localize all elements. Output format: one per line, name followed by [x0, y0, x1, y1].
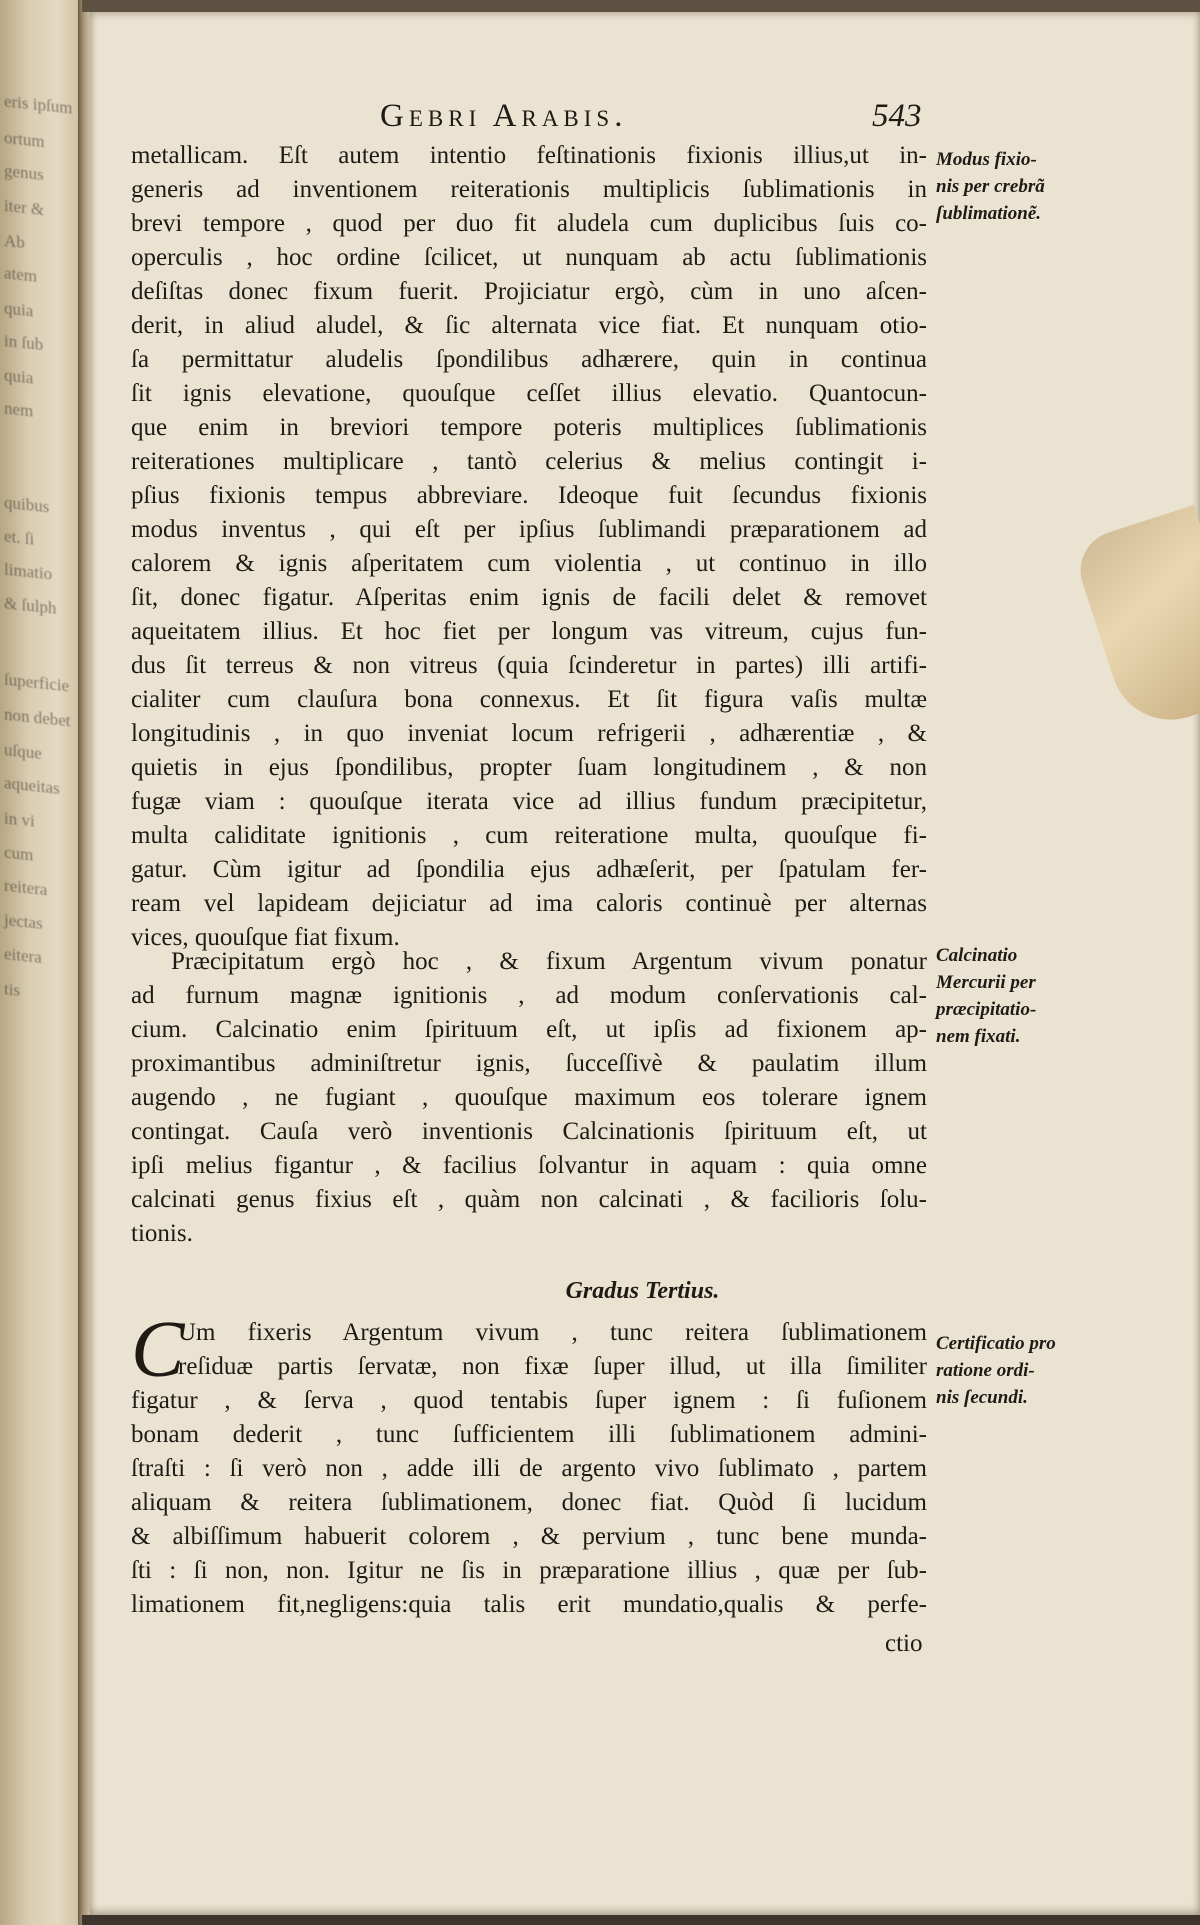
text-line: ream vel lapideam dejiciatur ad ima caloris continuè per alternas — [131, 890, 927, 917]
text-line: aliquam & reitera ſublimationem, donec fiat. Quòd ſi lucidum — [131, 1489, 927, 1516]
margin-note-line: præcipitatio- — [936, 999, 1037, 1020]
catchword: ctio — [885, 1630, 923, 1657]
facing-page-fragment: genus — [4, 160, 44, 185]
text-line: generis ad inventionem reiterationis multiplicis ſublimationis in — [131, 176, 927, 203]
text-line: Um fixeris Argentum vivum , tunc reitera ſublimationem — [178, 1319, 927, 1346]
margin-note-line: Mercurii per — [936, 972, 1036, 993]
text-line: operculis , hoc ordine ſcilicet, ut nunquam ab actu ſublimationis — [131, 244, 927, 271]
text-line: calcinati genus fixius eſt , quàm non calcinati , & facilioris ſolu- — [131, 1186, 927, 1213]
text-line: longitudinis , in quo inveniat locum refrigerii , adhærentiæ , & — [131, 720, 927, 747]
text-line: figatur , & ſerva , quod tentabis ſuper ignem : ſi fuſionem — [131, 1387, 927, 1414]
text-line: vices, quouſque fiat fixum. — [131, 924, 400, 951]
text-line: cium. Calcinatio enim ſpirituum eſt, ut ipſis ad fixionem ap- — [131, 1016, 927, 1043]
margin-note-2 — [936, 942, 1086, 1050]
text-line: aqueitatem illius. Et hoc fiet per longum vas vitreum, cujus fun- — [131, 618, 927, 645]
margin-note-line: ſublimationẽ. — [936, 203, 1042, 224]
facing-page-fragment: limatio — [4, 559, 53, 584]
facing-page-fragment: uſque — [4, 740, 42, 763]
facing-page-fragment: ortum — [4, 127, 45, 152]
text-line: dus ſit terreus & non vitreus (quia ſcinderetur in partes) illi artifi- — [131, 652, 927, 679]
facing-page-fragment: nem — [4, 398, 34, 421]
page-number: 543 — [872, 98, 922, 134]
text-line: limationem fit,negligens:quia talis erit mundatio,qualis & perfe- — [131, 1591, 927, 1618]
text-line: ipſi melius figantur , & facilius ſolvantur in aquam : quia omne — [131, 1152, 927, 1179]
text-line: derit, in aliud aludel, & ſic alternata vice fiat. Et nunquam otio- — [131, 312, 927, 339]
text-line: ſtraſti : ſi verò non , adde illi de argento vivo ſublimato , partem — [131, 1455, 927, 1482]
running-header: Gebri Arabis. — [380, 98, 628, 134]
text-line: metallicam. Eſt autem intentio feſtinationis fixionis illius,ut in- — [131, 142, 927, 169]
facing-page-fragment: cum — [4, 842, 34, 865]
bottom-edge-rule — [82, 1915, 1200, 1925]
margin-note-line: nem fixati. — [936, 1026, 1021, 1047]
drop-cap: C — [131, 1306, 185, 1394]
margin-note-line: Modus fixio- — [936, 149, 1037, 170]
facing-page-fragment: eris ipſum — [4, 91, 73, 118]
section-heading-text: Gradus Tertius. — [565, 1278, 720, 1304]
facing-page-fragment: atem — [4, 263, 38, 286]
margin-note-1 — [936, 146, 1086, 227]
text-line: proximantibus adminiſtretur ignis, ſucceſſivè & paulatim illum — [131, 1050, 927, 1077]
text-line: ad furnum magnæ ignitionis , ad modum conſervationis cal- — [131, 982, 927, 1009]
text-line: brevi tempore , quod per duo fit aludela cum duplicibus ſuis co- — [131, 210, 927, 237]
top-edge-rule — [82, 0, 1200, 12]
facing-page-fragment: aqueitas — [4, 773, 60, 798]
text-line: tionis. — [131, 1220, 193, 1247]
facing-page-fragment: iter & — [4, 195, 45, 220]
text-line: pſius fixionis tempus abbreviare. Ideoque fuit ſecundus fixionis — [131, 482, 927, 509]
text-line: ſti : ſi non, non. Igitur ne ſis in præparatione illius , quæ per ſub- — [131, 1557, 927, 1584]
facing-page-fragment: jectas — [4, 909, 43, 934]
facing-page-fragment: quia — [4, 298, 34, 321]
margin-note-line: Calcinatio — [936, 945, 1018, 966]
facing-page-edge — [0, 0, 82, 1925]
text-line: multa caliditate ignitionis , cum reiteratione multa, quouſque fi- — [131, 822, 927, 849]
text-line: deſiſtas donec fixum fuerit. Projiciatur ergò, cùm in uno aſcen- — [131, 278, 927, 305]
facing-page-fragment: in ſub — [4, 330, 44, 355]
facing-page-fragment: Ab — [4, 230, 25, 253]
text-line: fugæ viam : quouſque iterata vice ad illius fundum præcipitetur, — [131, 788, 927, 815]
facing-page-fragment: quia — [4, 365, 34, 388]
text-line: bonam dederit , tunc ſufficientem illi ſublimationem admini- — [131, 1421, 927, 1448]
text-line: ſit, donec figatur. Aſperitas enim ignis de facili delet & removet — [131, 584, 927, 611]
margin-note-line: ratione ordi- — [936, 1360, 1035, 1381]
text-line: gatur. Cùm igitur ad ſpondilia ejus adhæſerit, per ſpatulam fer- — [131, 856, 927, 883]
section-heading — [0, 1278, 1200, 1305]
margin-note-line: nis per crebrã — [936, 176, 1045, 197]
text-line: que enim in breviori tempore poteris multiplices ſublimationis — [131, 414, 927, 441]
text-line: reiterationes multiplicare , tantò celerius & melius contingit i- — [131, 448, 927, 475]
text-line: augendo , ne fugiant , quouſque maximum eos tolerare ignem — [131, 1084, 927, 1111]
facing-page-fragment: tis — [4, 979, 21, 1000]
text-line: contingat. Cauſa verò inventionis Calcinationis ſpirituum eſt, ut — [131, 1118, 927, 1145]
facing-page-fragment: non debet — [4, 704, 71, 731]
text-line: & albiſſimum habuerit colorem , & pervium , tunc bene munda- — [131, 1523, 927, 1550]
facing-page-fragment: et. ſi — [4, 526, 35, 549]
text-line: modus inventus , qui eſt per ipſius ſublimandi præparationem ad — [131, 516, 927, 543]
paragraph-3 — [131, 1316, 927, 1622]
facing-page-fragment: in vi — [4, 808, 35, 831]
text-line: calorem & ignis aſperitatem cum violentia , ut continuo in illo — [131, 550, 927, 577]
paragraph-1 — [131, 139, 927, 955]
text-line: Præcipitatum ergò hoc , & fixum Argentum vivum ponatur — [171, 948, 927, 975]
margin-note-line: Certificatio pro — [936, 1333, 1056, 1354]
facing-page-fragment: quibus — [4, 492, 50, 517]
text-line: ſa permittatur aludelis ſpondilibus adhærere, quin in continua — [131, 346, 927, 373]
facing-page-fragment: eitera — [4, 944, 42, 967]
facing-page-fragment: & ſulph — [4, 593, 57, 618]
facing-page-fragment: ſuperficie — [4, 669, 70, 696]
text-line: cialiter cum clauſura bona connexus. Et ſit figura vaſis multæ — [131, 686, 927, 713]
text-line: quietis in ejus ſpondilibus, propter ſuam longitudinem , & non — [131, 754, 927, 781]
text-line: ſit ignis elevatione, quouſque ceſſet illius elevatio. Quantocun- — [131, 380, 927, 407]
text-line: reſiduæ partis ſervatæ, non fixæ ſuper illud, ut illa ſimiliter — [178, 1353, 927, 1380]
margin-note-3 — [936, 1330, 1086, 1411]
paragraph-2 — [131, 945, 927, 1251]
margin-note-line: nis ſecundi. — [936, 1387, 1028, 1408]
facing-page-fragment: reitera — [4, 875, 48, 900]
